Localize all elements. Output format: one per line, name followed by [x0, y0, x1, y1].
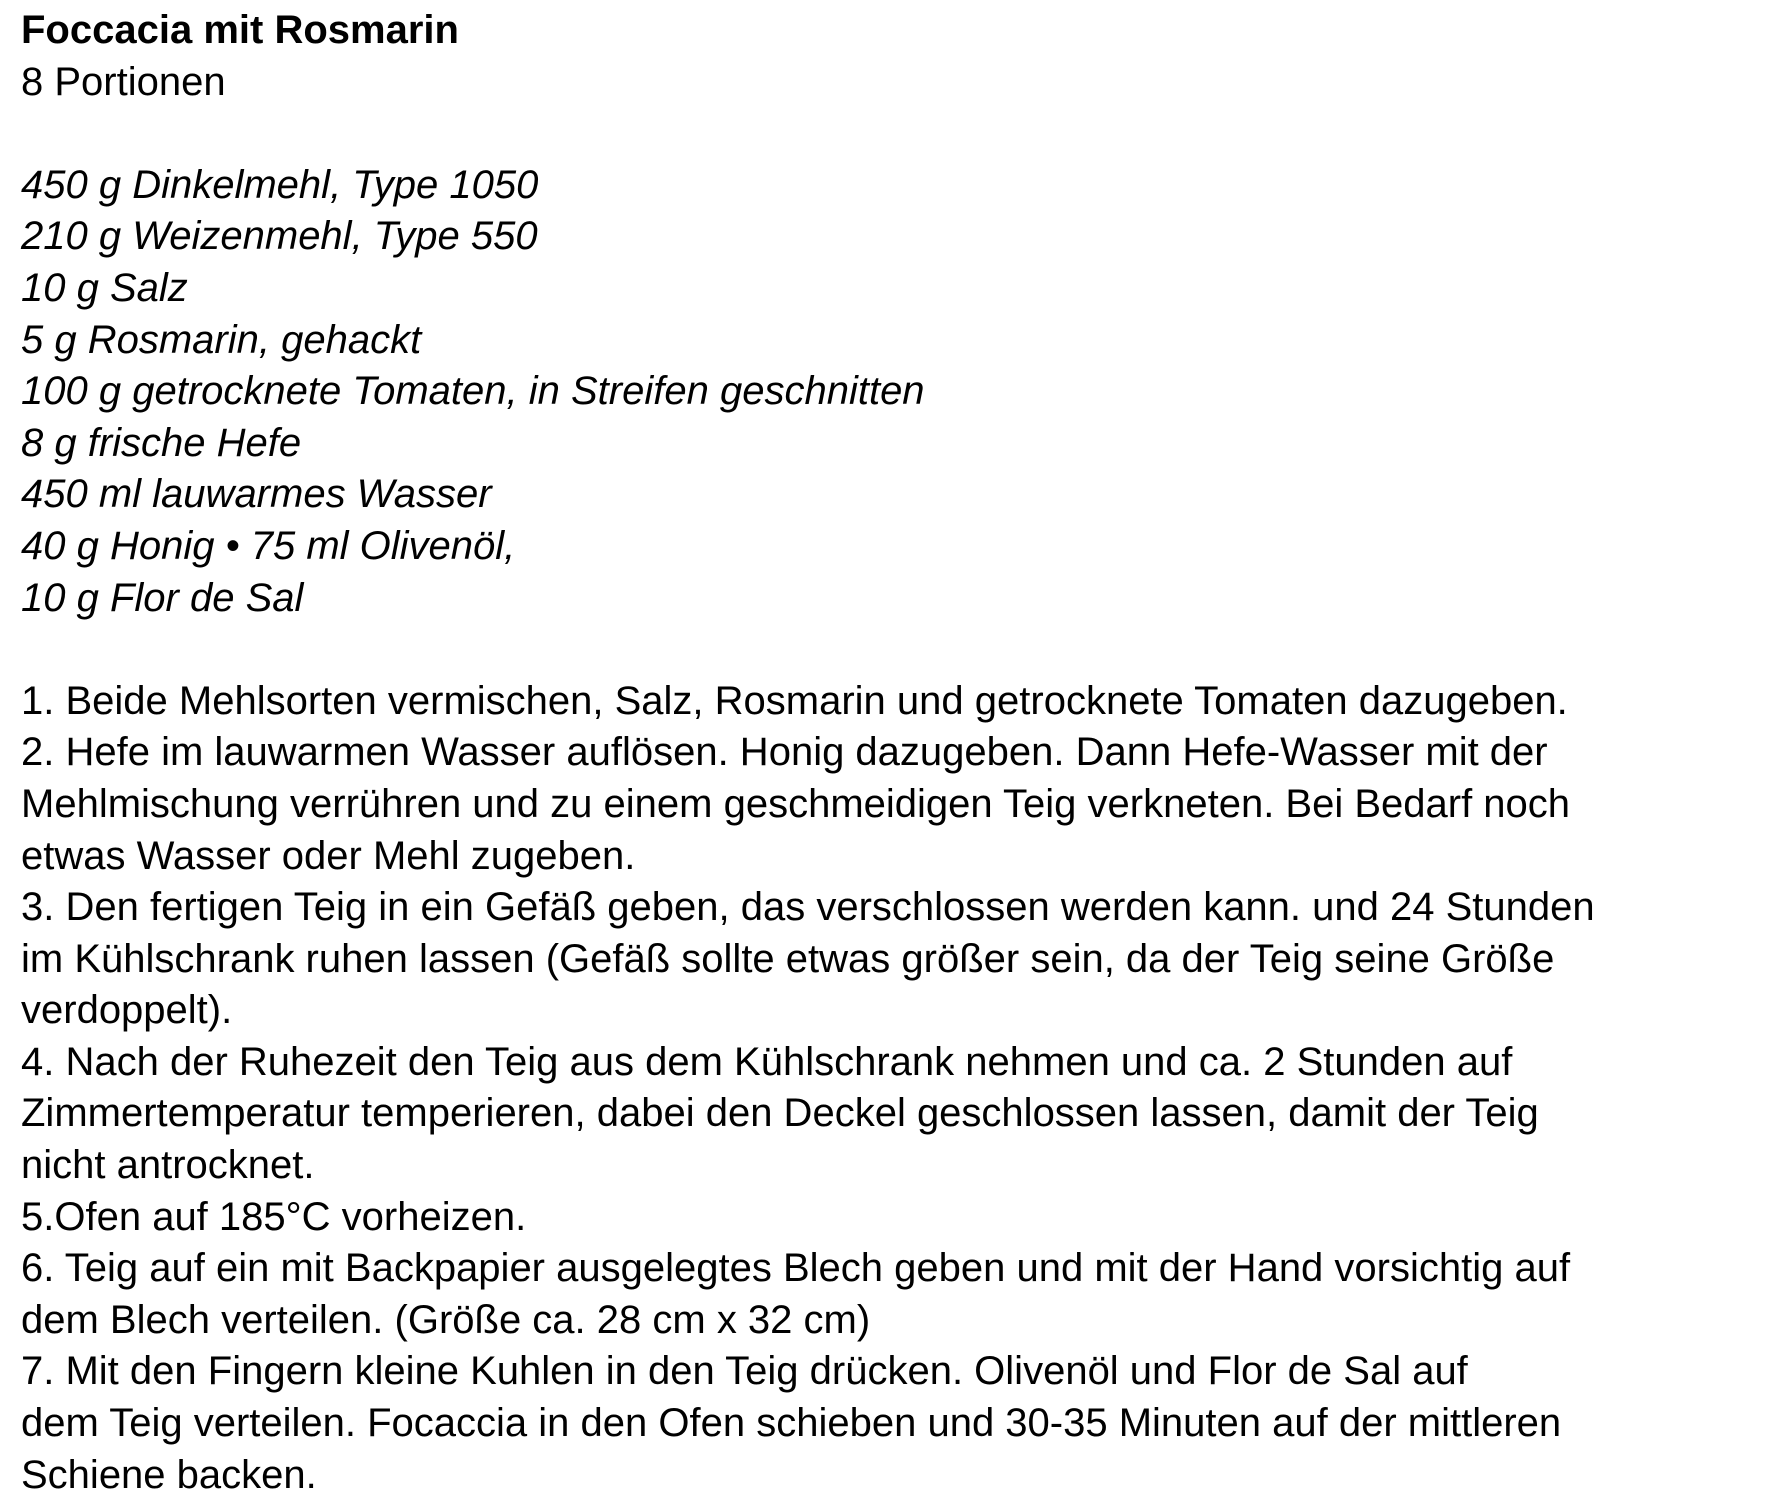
step-line: Mehlmischung verrühren und zu einem geschmeidigen Teig verkneten. Bei Bedarf noch — [21, 781, 1571, 826]
step-line: verdoppelt). — [21, 988, 233, 1033]
step-line: 5.Ofen auf 185°C vorheizen. — [21, 1194, 527, 1239]
step-4 — [21, 1037, 1756, 1192]
step-3 — [21, 882, 1756, 1037]
step-line: dem Teig verteilen. Focaccia in den Ofen schieben und 30-35 Minuten auf der mittleren — [21, 1401, 1562, 1446]
step-line: Zimmertemperatur temperieren, dabei den Deckel geschlossen lassen, damit der Teig — [21, 1091, 1539, 1136]
step-line: 7. Mit den Fingern kleine Kuhlen in den Teig drücken. Olivenöl und Flor de Sal auf — [21, 1349, 1468, 1394]
step-line: 6. Teig auf ein mit Backpapier ausgelegtes Blech geben und mit der Hand vorsichtig auf — [21, 1246, 1571, 1291]
step-line: 1. Beide Mehlsorten vermischen, Salz, Rosmarin und getrocknete Tomaten dazugeben. — [21, 678, 1568, 723]
recipe-title: Foccacia mit Rosmarin — [21, 8, 459, 52]
section-spacer — [21, 108, 1756, 160]
step-line: Schiene backen. — [21, 1452, 317, 1497]
ingredient-item: 8 g frische Hefe — [21, 420, 302, 465]
step-line: im Kühlschrank ruhen lassen (Gefäß sollte etwas größer sein, da der Teig seine Größe — [21, 936, 1555, 981]
instruction-steps — [21, 676, 1756, 1502]
servings: 8 Portionen — [21, 59, 226, 104]
ingredient-item: 100 g getrocknete Tomaten, in Streifen geschnitten — [21, 369, 925, 414]
step-line: etwas Wasser oder Mehl zugeben. — [21, 833, 636, 878]
step-line: 2. Hefe im lauwarmen Wasser auflösen. Honig dazugeben. Dann Hefe-Wasser mit der — [21, 730, 1548, 775]
step-line: 3. Den fertigen Teig in ein Gefäß geben, das verschlossen werden kann. und 24 Stunden — [21, 885, 1595, 930]
step-1 — [21, 676, 1756, 728]
ingredient-item: 10 g Flor de Sal — [21, 575, 304, 620]
ingredient-item: 40 g Honig • 75 ml Olivenöl, — [21, 523, 516, 568]
ingredient-list — [21, 160, 1756, 624]
ingredient-item: 450 ml lauwarmes Wasser — [21, 472, 492, 517]
step-line: 4. Nach der Ruhezeit den Teig aus dem Kühlschrank nehmen und ca. 2 Stunden auf — [21, 1039, 1513, 1084]
ingredient-item: 210 g Weizenmehl, Type 550 — [21, 214, 538, 259]
step-line: nicht antrocknet. — [21, 1143, 315, 1188]
step-6 — [21, 1243, 1756, 1346]
step-2 — [21, 727, 1756, 882]
step-5 — [21, 1192, 1756, 1244]
recipe-document — [21, 5, 1756, 1501]
step-7 — [21, 1346, 1756, 1501]
section-spacer — [21, 624, 1756, 676]
ingredient-item: 10 g Salz — [21, 265, 188, 310]
step-line: dem Blech verteilen. (Größe ca. 28 cm x 32 cm) — [21, 1297, 871, 1342]
ingredient-item: 5 g Rosmarin, gehackt — [21, 317, 422, 362]
ingredient-item: 450 g Dinkelmehl, Type 1050 — [21, 162, 539, 207]
